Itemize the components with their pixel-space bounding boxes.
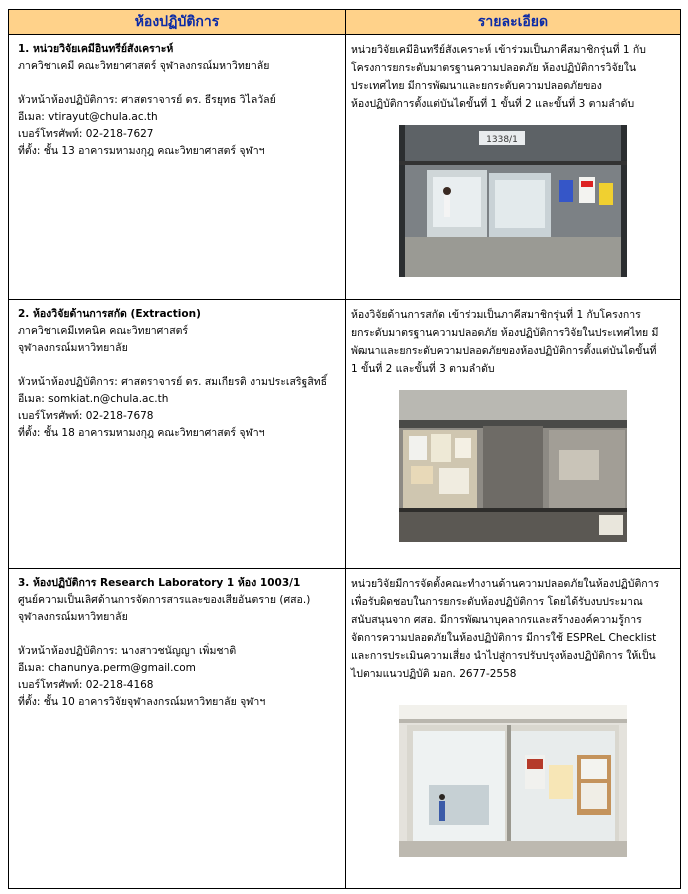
lab-location: ที่ตั้ง: ชั้น 13 อาคารมหามงกุฎ คณะวิทยาศาสตร์ จุฬาฯ xyxy=(18,145,265,157)
lab-org: จุฬาลงกรณ์มหาวิทยาลัย xyxy=(18,342,128,354)
lab-org: ภาควิชาเคมีเทคนิค คณะวิทยาศาสตร์ xyxy=(18,325,189,337)
lab-detail-cell xyxy=(346,35,681,300)
lab-phone: เบอร์โทรศัพท์: 02-218-4168 xyxy=(18,679,154,691)
table-row xyxy=(9,569,681,889)
lab-head: หัวหน้าห้องปฏิบัติการ: ศาสตราจารย์ ดร. สมเกียรติ งามประเสริฐสิทธิ์ xyxy=(18,376,328,388)
lab-title: 2. ห้องวิจัยด้านการสกัด (Extraction) xyxy=(18,308,201,320)
lab-detail-cell xyxy=(346,300,681,569)
lab-description: หน่วยวิจัยเคมีอินทรีย์สังเคราะห์ เข้าร่วมเป็นภาคีสมาชิกรุ่นที่ 1 กับ โครงการยกระดับมาตรฐานความปลอดภัย ห้องปฏิบัติการวิจัยใน ประเทศไทย มีการพัฒนาและยกระดับความปลอดภัยของ ห้องปฏิบัติการตั้งแต่บันไดขั้นที่ 1 ขั้นที่ 2 และขั้นที่ 3 ตามลำดับ xyxy=(351,44,646,110)
lab-org: จุฬาลงกรณ์มหาวิทยาลัย xyxy=(18,611,128,623)
lab-phone: เบอร์โทรศัพท์: 02-218-7678 xyxy=(18,410,154,422)
lab-email: อีเมล: chanunya.perm@gmail.com xyxy=(18,662,196,674)
lab-info-cell xyxy=(9,35,346,300)
lab-head: หัวหน้าห้องปฏิบัติการ: ศาสตราจารย์ ดร. ธีรยุทธ วิไลวัลย์ xyxy=(18,94,276,106)
lab-detail-cell xyxy=(346,569,681,889)
lab-location: ที่ตั้ง: ชั้น 10 อาคารวิจัยจุฬาลงกรณ์มหาวิทยาลัย จุฬาฯ xyxy=(18,696,266,708)
lab-description: ห้องวิจัยด้านการสกัด เข้าร่วมเป็นภาคีสมาชิกรุ่นที่ 1 กับโครงการ ยกระดับมาตรฐานความปลอดภัย ห้องปฏิบัติการวิจัยในประเทศไทย มี พัฒนาและยกระดับความปลอดภัยของห้องปฏิบัติการตั้งแต่บันไดขั้นที่ 1 ขั้นที่ 2 และขั้นที่ 3 ตามลำดับ xyxy=(351,309,659,375)
lab-photo xyxy=(399,125,627,277)
lab-org: ภาควิชาเคมี คณะวิทยาศาสตร์ จุฬาลงกรณ์มหาวิทยาลัย xyxy=(18,60,270,72)
lab-photo-label: 1338/1 xyxy=(486,135,518,145)
lab-title: 1. หน่วยวิจัยเคมีอินทรีย์สังเคราะห์ xyxy=(18,43,174,55)
lab-phone: เบอร์โทรศัพท์: 02-218-7627 xyxy=(18,128,154,140)
lab-description: หน่วยวิจัยมีการจัดตั้งคณะทำงานด้านความปลอดภัยในห้องปฏิบัติการ เพื่อรับผิดชอบในการยกระดับห้องปฏิบัติการ โดยได้รับงบประมาณ สนับสนุนจาก ศสอ. มีการพัฒนาบุคลากรและสร้างองค์ความรู้การ จัดการความปลอดภัยในห้องปฏิบัติการ มีการใช้ ESPReL Checklist และการประเมินความเสี่ยง นำไปสู่การปรับปรุงห้องปฏิบัติการ ให้เป็น ไปตามแนวปฏิบัติ มอก. 2677-2558 xyxy=(351,578,660,680)
lab-info-cell xyxy=(9,300,346,569)
table-row xyxy=(9,300,681,569)
lab-info-cell xyxy=(9,569,346,889)
table-row xyxy=(9,35,681,300)
lab-location: ที่ตั้ง: ชั้น 18 อาคารมหามงกุฎ คณะวิทยาศาสตร์ จุฬาฯ xyxy=(18,427,265,439)
lab-photo xyxy=(399,705,627,857)
header-lab: ห้องปฏิบัติการ xyxy=(9,10,346,35)
lab-org: ศูนย์ความเป็นเลิศด้านการจัดการสารและของเสียอันตราย (ศสอ.) xyxy=(18,594,311,606)
lab-photo xyxy=(399,390,627,542)
lab-email: อีเมล: vtirayut@chula.ac.th xyxy=(18,111,158,123)
lab-table xyxy=(8,9,681,889)
lab-head: หัวหน้าห้องปฏิบัติการ: นางสาวชนัญญา เพิ่มชาติ xyxy=(18,645,237,657)
lab-title: 3. ห้องปฏิบัติการ Research Laboratory 1 ห้อง 1003/1 xyxy=(18,577,301,589)
header-detail: รายละเอียด xyxy=(346,10,681,35)
lab-email: อีเมล: somkiat.n@chula.ac.th xyxy=(18,393,169,405)
